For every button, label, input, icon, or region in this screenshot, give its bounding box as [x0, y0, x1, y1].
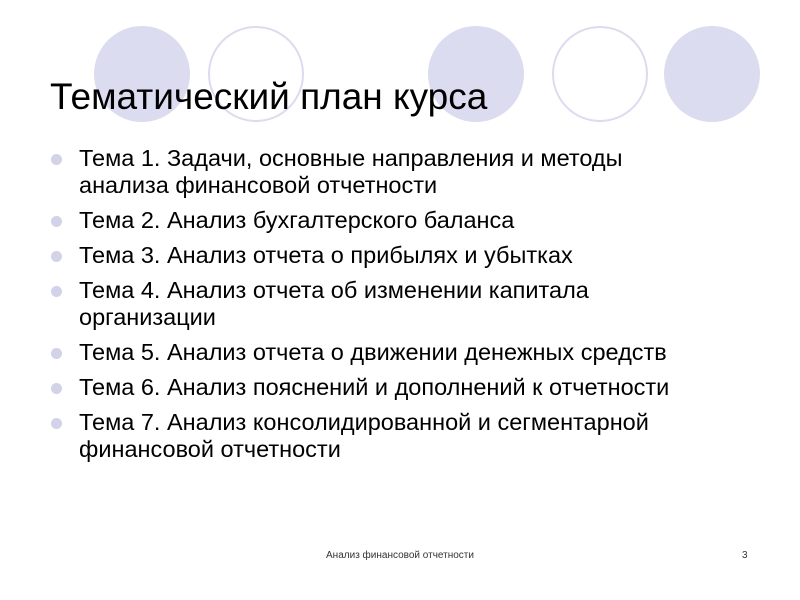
circle-bullet-icon	[51, 383, 62, 394]
topic-text-line: Тема 6. Анализ пояснений и дополнений к отчетности	[79, 374, 670, 400]
topic-list-item	[50, 277, 770, 331]
circle-bullet-icon	[51, 251, 62, 262]
circle-bullet-icon	[51, 154, 62, 165]
decor-circle-filled	[664, 26, 760, 122]
slide-title: Тематический план курса	[50, 76, 488, 117]
topic-list-item	[50, 145, 770, 199]
page-number: 3	[742, 550, 748, 561]
topic-list-item	[50, 339, 770, 366]
topic-text-line: Тема 4. Анализ отчета об изменении капитала	[79, 277, 589, 303]
decor-circle-outline	[552, 26, 648, 122]
slide-footer: Анализ финансовой отчетности	[326, 550, 474, 561]
topic-list-item	[50, 207, 770, 234]
topic-list	[50, 145, 770, 471]
circle-bullet-icon	[51, 216, 62, 227]
topic-text-line: анализа финансовой отчетности	[79, 172, 438, 198]
topic-list-item	[50, 374, 770, 401]
topic-list-item	[50, 409, 770, 463]
topic-text-line: Тема 1. Задачи, основные направления и методы	[79, 145, 623, 171]
circle-bullet-icon	[51, 348, 62, 359]
circle-bullet-icon	[51, 286, 62, 297]
circle-bullet-icon	[51, 418, 62, 429]
topic-text-line: Тема 5. Анализ отчета о движении денежных средств	[79, 339, 667, 365]
topic-text-line: финансовой отчетности	[79, 436, 341, 462]
topic-text-line: организации	[79, 304, 216, 330]
topic-text-line: Тема 7. Анализ консолидированной и сегментарной	[79, 409, 649, 435]
topic-list-item	[50, 242, 770, 269]
topic-text-line: Тема 3. Анализ отчета о прибылях и убытках	[79, 242, 573, 268]
topic-text-line: Тема 2. Анализ бухгалтерского баланса	[79, 207, 515, 233]
